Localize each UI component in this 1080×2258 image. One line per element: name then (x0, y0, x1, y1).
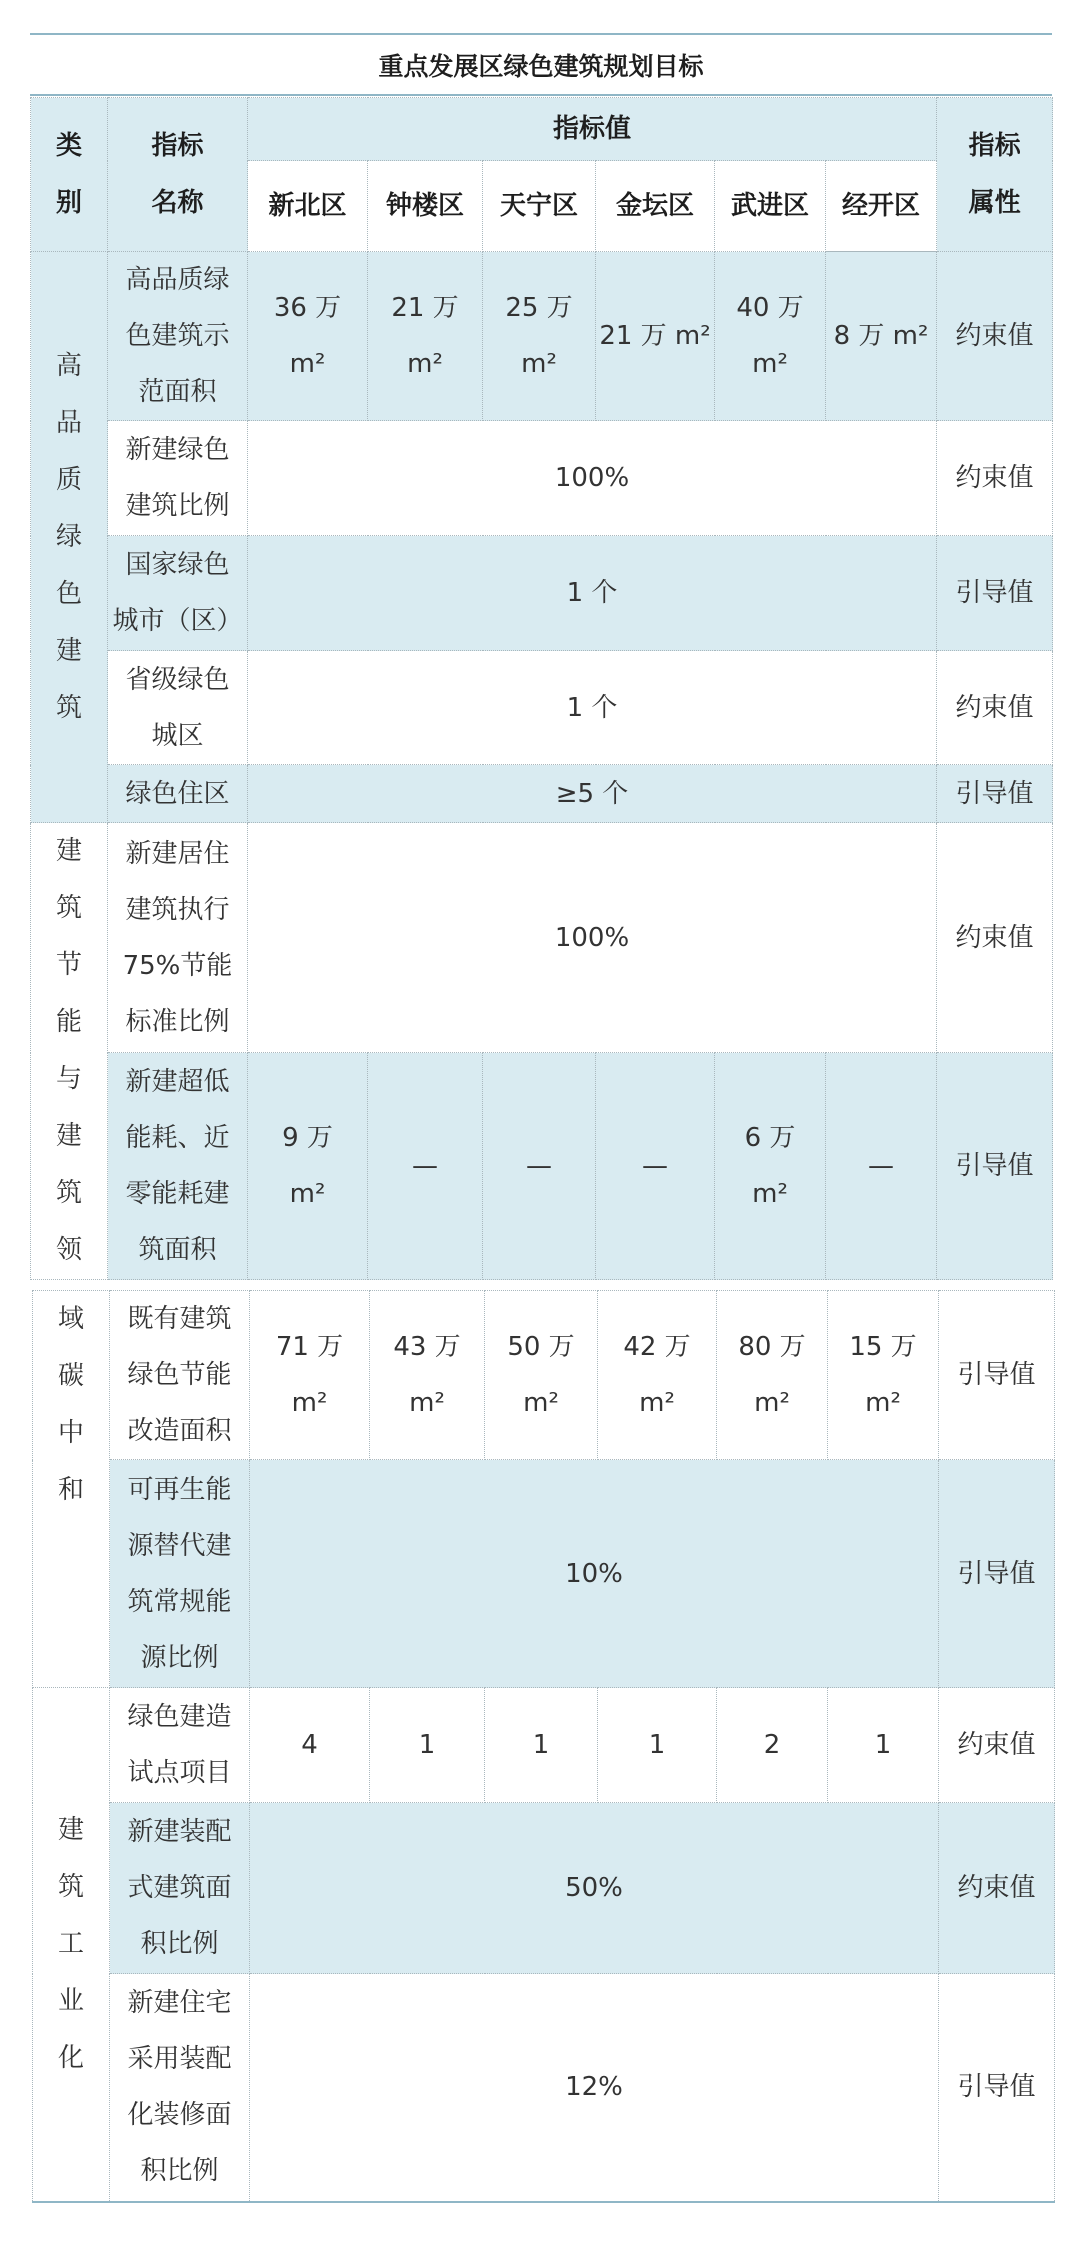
indicator-name: 新建住宅 采用装配 化装修面 积比例 (110, 1974, 250, 2202)
table-row (33, 1803, 1055, 1974)
value-wujin: 6 万 m² (715, 1053, 826, 1280)
header-district-jingkai: 经开区 (826, 161, 937, 252)
merged-value: 1 个 (248, 536, 937, 651)
value-zhonglou: 43 万 m² (370, 1291, 485, 1460)
value-tianning: 50 万 m² (485, 1291, 598, 1460)
table-body-upper (30, 251, 1052, 1280)
merged-value: 1 个 (248, 651, 937, 765)
table-row (33, 1460, 1055, 1688)
table-row (31, 252, 1053, 421)
merged-value: 100% (248, 421, 937, 536)
attribute-value: 引导值 (937, 765, 1053, 823)
value-zhonglou: 1 (370, 1688, 485, 1803)
category-energy-saving: 建 筑 节 能 与 建 筑 领 (31, 823, 108, 1280)
category-industrialization: 建 筑 工 业 化 (33, 1688, 110, 2202)
table-row (33, 1291, 1055, 1460)
value-jingkai: — (826, 1053, 937, 1280)
header-district-wujin: 武进区 (715, 161, 826, 252)
header-district-zhonglou: 钟楼区 (368, 161, 483, 252)
header-district-jintan: 金坛区 (596, 161, 715, 252)
attribute-value: 引导值 (939, 1974, 1055, 2202)
indicator-name: 新建绿色 建筑比例 (108, 421, 248, 536)
value-jintan: — (596, 1053, 715, 1280)
header-district-xinbei: 新北区 (248, 161, 368, 252)
header-category: 类 别 (31, 98, 108, 252)
attribute-value: 约束值 (937, 252, 1053, 421)
table-row (33, 1974, 1055, 2202)
value-xinbei: 4 (250, 1688, 370, 1803)
indicator-name: 新建装配 式建筑面 积比例 (110, 1803, 250, 1974)
indicator-name: 新建超低 能耗、近 零能耗建 筑面积 (108, 1053, 248, 1280)
header-indicator-value: 指标值 (248, 98, 937, 161)
attribute-value: 引导值 (939, 1460, 1055, 1688)
value-wujin: 40 万 m² (715, 252, 826, 421)
value-wujin: 2 (717, 1688, 828, 1803)
attribute-value: 引导值 (939, 1291, 1055, 1460)
value-jintan: 42 万 m² (598, 1291, 717, 1460)
value-wujin: 80 万 m² (717, 1291, 828, 1460)
table-row (31, 536, 1053, 651)
value-tianning: 25 万 m² (483, 252, 596, 421)
value-jintan: 1 (598, 1688, 717, 1803)
merged-value: 10% (250, 1460, 939, 1688)
table-row (31, 421, 1053, 536)
category-carbon-neutral: 域 碳 中 和 (33, 1291, 110, 1688)
header-indicator-name: 指标 名称 (108, 98, 248, 252)
header-district-tianning: 天宁区 (483, 161, 596, 252)
attribute-value: 约束值 (937, 421, 1053, 536)
indicator-name: 可再生能 源替代建 筑常规能 源比例 (110, 1460, 250, 1688)
table-row (31, 765, 1053, 823)
indicator-name: 新建居住 建筑执行 75%节能 标准比例 (108, 823, 248, 1053)
category-high-quality-green-building: 高 品 质 绿 色 建 筑 (31, 252, 108, 823)
merged-value: 12% (250, 1974, 939, 2202)
attribute-value: 约束值 (937, 823, 1053, 1053)
value-xinbei: 71 万 m² (250, 1291, 370, 1460)
attribute-value: 引导值 (937, 536, 1053, 651)
value-jingkai: 1 (828, 1688, 939, 1803)
merged-value: 100% (248, 823, 937, 1053)
indicator-name: 省级绿色 城区 (108, 651, 248, 765)
indicator-name: 绿色建造 试点项目 (110, 1688, 250, 1803)
value-jingkai: 8 万 m² (826, 252, 937, 421)
table-header (30, 97, 1052, 252)
table-row (31, 823, 1053, 1053)
value-xinbei: 36 万 m² (248, 252, 368, 421)
indicator-name: 高品质绿 色建筑示 范面积 (108, 252, 248, 421)
table-row (33, 1688, 1055, 1803)
merged-value: ≥5 个 (248, 765, 937, 823)
value-tianning: — (483, 1053, 596, 1280)
value-jintan: 21 万 m² (596, 252, 715, 421)
merged-value: 50% (250, 1803, 939, 1974)
header-attribute: 指标 属性 (937, 98, 1053, 252)
value-zhonglou: — (368, 1053, 483, 1280)
table-row (31, 651, 1053, 765)
value-zhonglou: 21 万 m² (368, 252, 483, 421)
indicator-name: 国家绿色 城市（区） (108, 536, 248, 651)
indicator-name: 既有建筑 绿色节能 改造面积 (110, 1291, 250, 1460)
table-body-lower (32, 1290, 1054, 2203)
value-tianning: 1 (485, 1688, 598, 1803)
attribute-value: 约束值 (937, 651, 1053, 765)
attribute-value: 约束值 (939, 1688, 1055, 1803)
attribute-value: 引导值 (937, 1053, 1053, 1280)
table-title: 重点发展区绿色建筑规划目标 (30, 33, 1052, 96)
attribute-value: 约束值 (939, 1803, 1055, 1974)
table-row (31, 1053, 1053, 1280)
indicator-name: 绿色住区 (108, 765, 248, 823)
value-xinbei: 9 万 m² (248, 1053, 368, 1280)
value-jingkai: 15 万 m² (828, 1291, 939, 1460)
